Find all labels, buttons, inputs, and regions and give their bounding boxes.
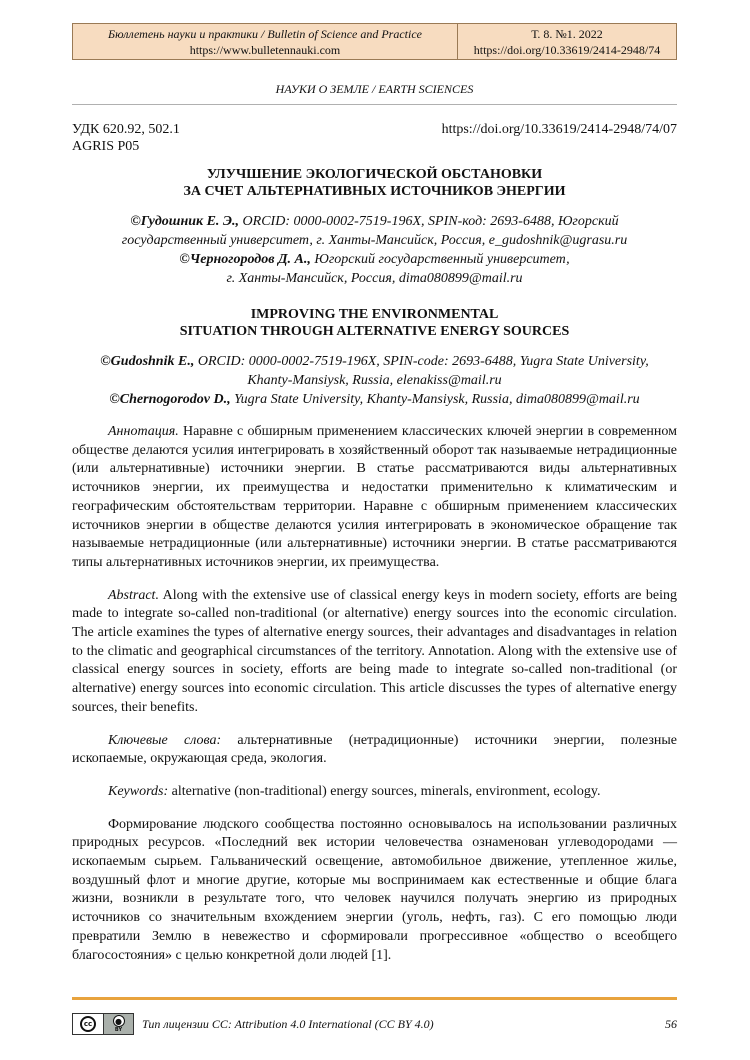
abstract-en-text: Along with the extensive use of classical energy keys in modern society, efforts are being made to integrate so-called non-traditional (or alternative) energy sources into the economic circulation. The article examines the types of alternative energy sources, their advantages and disadvantages in relation to the climatic and geographical circumstances of the territory. Annotation. Along with the extensive use of classical energy sources in society, efforts are being made to integrate so-called non-traditional (or alternative) energy sources into economic circulation. This article discusses the types of alternative energy sources, their benefits.	[72, 587, 677, 715]
author-en-2-name: ©Chernogorodov D.,	[109, 392, 231, 407]
cc-icon-area	[73, 1014, 104, 1034]
abstract-ru-text: Наравне с обширным применением классических ключей энергии в современном обществе делаются усилия интегрировать в хозяйственный оборот так называемые нетрадиционные (или альтернативные) источники энергии. В статье рассматриваются виды альтернативных источников энергии, их преимущества и недостатки применительно к климатическим и географическим обстоятельствам территории. Наравне с обширным применением классических источников энергии в обществе делаются усилия интегрировать в экономическое обращение так называемые нетрадиционные (или альтернативные) источники энергии. В статье рассматриваются типы альтернативных источников энергии, их преимущества.	[72, 424, 677, 570]
author-ru-1	[72, 212, 677, 231]
abstract-ru	[72, 423, 677, 573]
title-ru-line2: ЗА СЧЕТ АЛЬТЕРНАТИВНЫХ ИСТОЧНИКОВ ЭНЕРГИИ	[183, 184, 566, 199]
author-ru-2-name: ©Черногородов Д. А.,	[179, 252, 311, 267]
by-icon-area	[104, 1014, 133, 1034]
journal-header-right	[458, 24, 676, 59]
article-doi[interactable]: https://doi.org/10.33619/2414-2948/74/07	[441, 122, 677, 137]
authors-en	[72, 352, 677, 409]
keywords-en	[72, 783, 677, 802]
article-identifiers	[72, 121, 677, 155]
keywords-en-text: alternative (non-traditional) energy sources, minerals, environment, ecology.	[168, 783, 601, 799]
keywords-en-label: Keywords:	[108, 783, 169, 799]
author-en-1	[72, 352, 677, 371]
author-ru-2-affiliation: г. Ханты-Мансийск, Россия, dima080899@mail.ru	[226, 271, 523, 286]
abstract-ru-label: Аннотация.	[108, 424, 179, 439]
keywords-ru	[72, 732, 677, 769]
journal-website[interactable]: https://www.bulletennauki.com	[189, 42, 341, 57]
author-ru-1-info: ORCID: 0000-0002-7519-196X, SPIN-код: 2693-6488, Югорский	[239, 214, 619, 229]
title-en-line1: IMPROVING THE ENVIRONMENTAL	[250, 307, 499, 322]
page-number: 56	[665, 1016, 677, 1031]
journal-header	[72, 23, 677, 60]
license-text: Тип лицензии CC: Attribution 4.0 International (CC BY 4.0)	[142, 1016, 434, 1031]
title-ru	[72, 166, 677, 200]
title-ru-line1: УЛУЧШЕНИЕ ЭКОЛОГИЧЕСКОЙ ОБСТАНОВКИ	[206, 167, 543, 182]
author-ru-2-info: Югорский государственный университет,	[310, 252, 570, 267]
section-title: НАУКИ О ЗЕМЛЕ / EARTH SCIENCES	[275, 82, 474, 96]
by-label: BY	[114, 1027, 123, 1033]
author-ru-2	[72, 250, 677, 269]
journal-volume: Т. 8. №1. 2022	[531, 26, 603, 41]
author-en-1-name: ©Gudoshnik E.,	[100, 354, 195, 369]
keywords-ru-text: альтернативные (нетрадиционные) источники энергии, полезные ископаемые, окружающая среда, экология.	[72, 732, 677, 767]
abstract-en	[72, 587, 677, 718]
authors-ru	[72, 212, 677, 288]
footer-divider	[72, 997, 677, 1000]
journal-header-left	[73, 24, 458, 59]
author-en-2	[72, 390, 677, 409]
page-footer	[72, 1012, 677, 1036]
section-divider	[72, 104, 677, 105]
keywords-ru-label: Ключевые слова:	[108, 732, 222, 748]
article-content	[72, 166, 677, 965]
author-ru-1-name: ©Гудошник Е. Э.,	[130, 214, 240, 229]
attribution-person-icon: ●	[113, 1015, 125, 1027]
author-en-1-affiliation: Khanty-Mansiysk, Russia, elenakiss@mail.ru	[247, 373, 502, 388]
journal-name: Бюллетень науки и практики / Bulletin of Science and Practice	[108, 26, 422, 41]
udk-code: УДК 620.92, 502.1	[72, 122, 180, 137]
cc-icon: cc	[80, 1016, 96, 1032]
author-en-2-info: Yugra State University, Khanty-Mansiysk, Russia, dima080899@mail.ru	[230, 392, 640, 407]
agris-code: AGRIS P05	[72, 139, 140, 154]
abstract-en-label: Abstract.	[108, 587, 159, 603]
author-en-1-info: ORCID: 0000-0002-7519-196X, SPIN-code: 2693-6488, Yugra State University,	[194, 354, 649, 369]
title-en-line2: SITUATION THROUGH ALTERNATIVE ENERGY SOURCES	[179, 324, 570, 339]
author-ru-1-affiliation: государственный университет, г. Ханты-Мансийск, Россия, e_gudoshnik@ugrasu.ru	[121, 233, 628, 248]
cc-by-license-badge[interactable]	[72, 1013, 134, 1035]
title-en	[72, 306, 677, 340]
body-paragraph-1: Формирование людского сообщества постоянно основывалось на использовании различных природных ресурсов. «Последний век истории человечества ознаменован углеводородами — ископаемым сырьем. Гальванический освещение, автомобильное движение, утепленное жилье, воздушный флот и многие другие, которые мы воспринимаем как естественные и общие блага жизни, возникли в результате того, что человек научился получать энергию из природных источников со значительным вхождением энергии (уголь, нефть, газ). С его помощью люди превратили Землю в невежество и сформировали прогрессивное «общество о всеобщего благосостояния» с целью конкретной доли людей [1].	[72, 816, 677, 963]
journal-doi[interactable]: https://doi.org/10.33619/2414-2948/74	[473, 42, 661, 57]
